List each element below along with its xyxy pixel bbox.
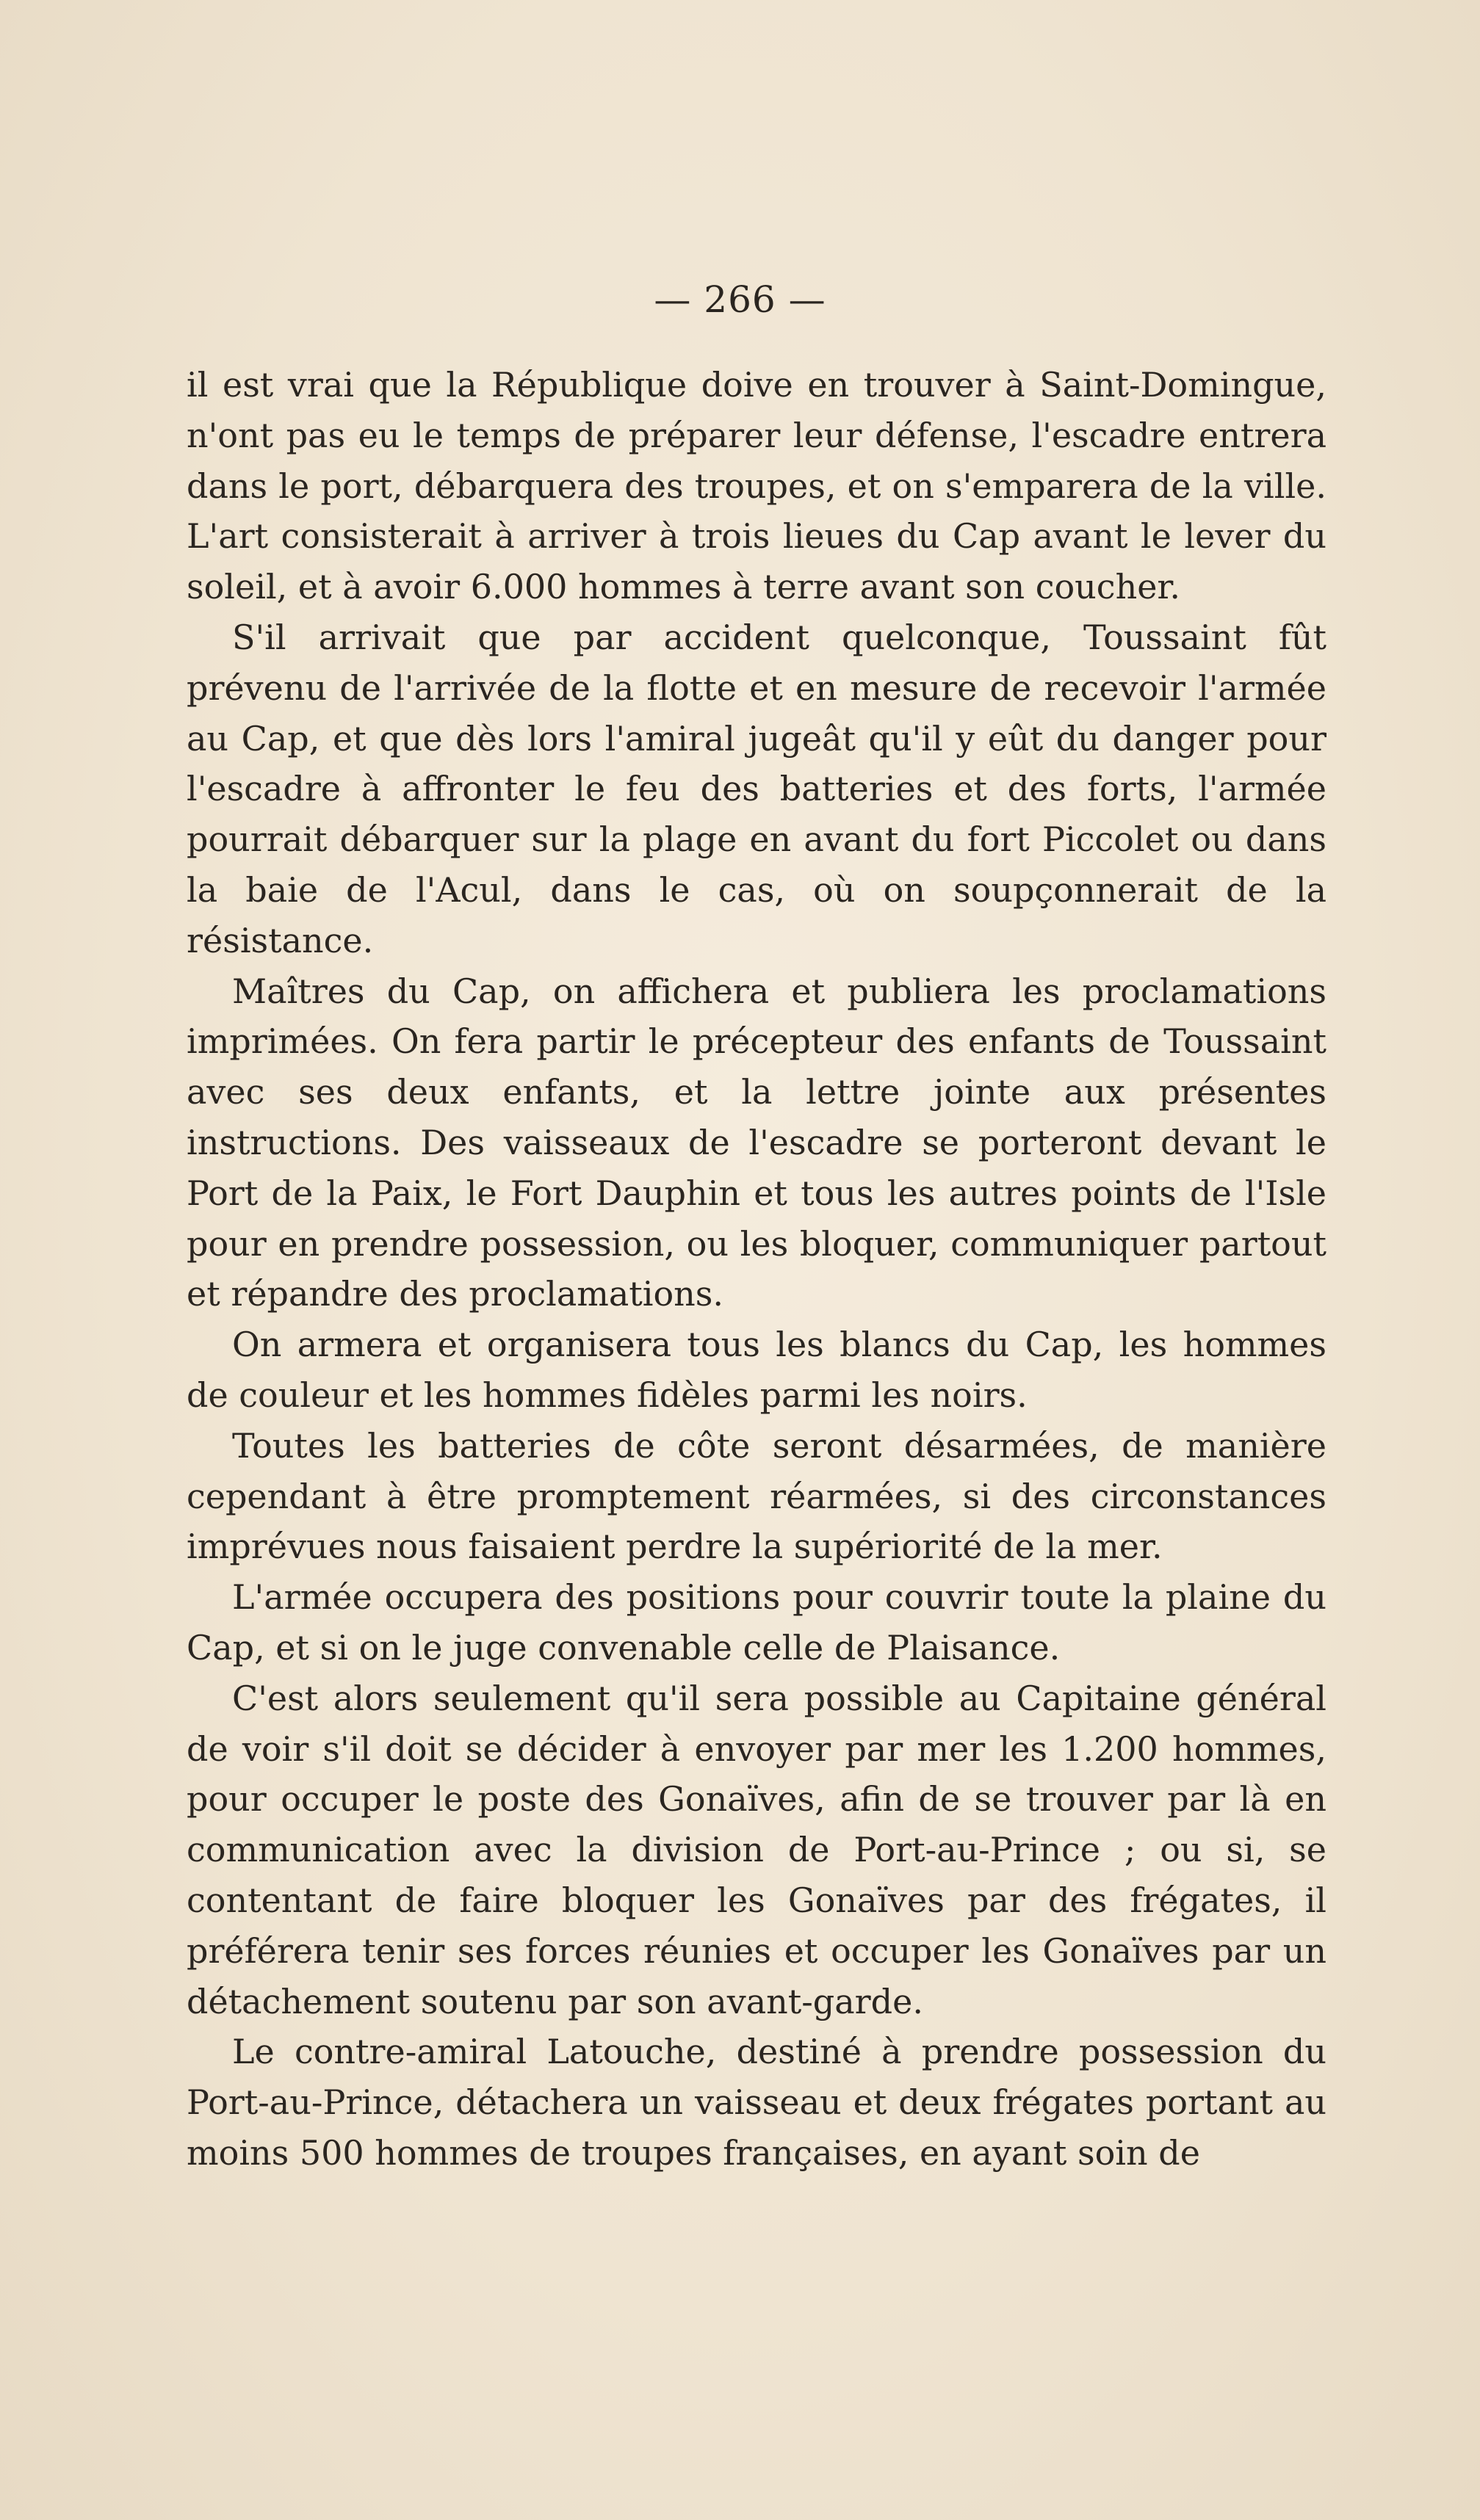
paragraph-3: Maîtres du Cap, on affichera et publiera les proclamations imprimées. On fera partir le précepteur des enfants de Toussaint avec ses deux enfants, et la lettre jointe aux présentes instructions. Des vaisseaux de l'escadre se porteront devant le Port de la Paix, le Fort Dauphin et tous les autres points de l'Isle pour en prendre possession, ou les bloquer, communiquer partout et répandre des proclamations. xyxy=(187,971,1326,1314)
paragraph-7: C'est alors seulement qu'il sera possible au Capitaine général de voir s'il doit se décider à envoyer par mer les 1.200 hommes, pour occuper le poste des Gonaïves, afin de se trouver par là en communication avec la division de Port-au-Prince ; ou si, se contentant de faire bloquer les Gonaïves par des frégates, il préférera tenir ses forces réunies et occuper les Gonaïves par un détachement soutenu par son avant-garde. xyxy=(187,1678,1326,2021)
paragraph-8: Le contre-amiral Latouche, destiné à prendre possession du Port-au-Prince, détachera un vaisseau et deux frégates portant au moins 500 hommes de troupes françaises, en ayant soin de xyxy=(187,2032,1326,2173)
paragraph-2: S'il arrivait que par accident quelconque, Toussaint fût prévenu de l'arrivée de la flotte et en mesure de recevoir l'armée au Cap, et que dès lors l'amiral jugeât qu'il y eût du danger pour l'escadre à affronter le feu des batteries et des forts, l'armée pourrait débarquer sur la plage en avant du fort Piccolet ou dans la baie de l'Acul, dans le cas, où on soupçonnerait de la résistance. xyxy=(187,617,1326,960)
paragraph-5: Toutes les batteries de côte seront désarmées, de manière cependant à être promptement réarmées, si des circonstances imprévues nous faisaient perdre la supériorité de la mer. xyxy=(187,1425,1326,1567)
page-number: — 266 — xyxy=(654,278,826,321)
body-text xyxy=(187,360,1326,2179)
paragraph-1: il est vrai que la République doive en trouver à Saint-Domingue, n'ont pas eu le temps de préparer leur défense, l'escadre entrera dans le port, débarquera des troupes, et on s'emparera de la ville. L'art consisterait à arriver à trois lieues du Cap avant le lever du soleil, et à avoir 6.000 hommes à terre avant son coucher. xyxy=(187,365,1326,607)
paragraph-4: On armera et organisera tous les blancs du Cap, les hommes de couleur et les hommes fidèles parmi les noirs. xyxy=(187,1325,1326,1415)
paragraph-6: L'armée occupera des positions pour couvrir toute la plaine du Cap, et si on le juge convenable celle de Plaisance. xyxy=(187,1577,1326,1668)
